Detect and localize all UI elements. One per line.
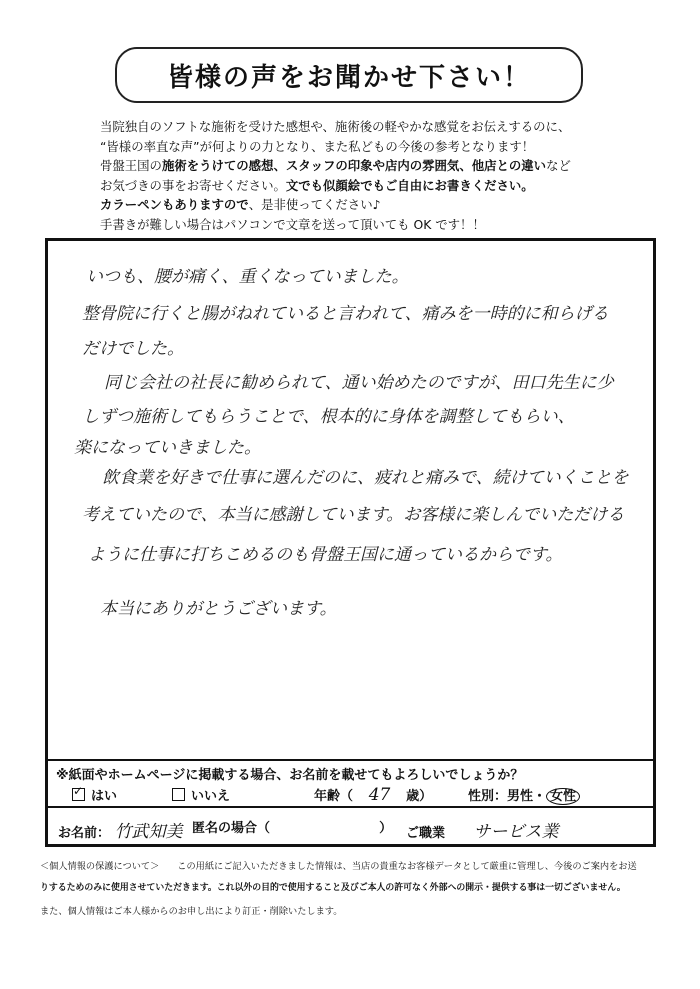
intro-line-5: [100, 195, 660, 215]
comment-line: 飲食業を好きで仕事に選んだのに、疲れと痛みで、続けていくことを: [102, 468, 629, 488]
intro-line-3a: 骨盤王国の: [100, 158, 162, 174]
comment-line: ように仕事に打ちこめるのも骨盤王国に通っているからです。: [88, 545, 563, 565]
age-value[interactable]: 47: [368, 785, 391, 805]
consent-no[interactable]: [172, 785, 230, 804]
comment-line: いつも、腰が痛く、重くなっていました。: [86, 267, 409, 287]
intro-line-3b: 施術をうけての感想、スタッフの印象や店内の雰囲気、他店との違い: [161, 158, 547, 174]
anon-close: ）: [379, 821, 393, 836]
intro-line-4b: 文でも似顔絵でもご自由にお書きください。: [285, 177, 534, 193]
intro-line-3: [100, 156, 660, 176]
intro-text: [100, 117, 660, 235]
consent-question: ※紙面やホームページに掲載する場合、お名前を載せてもよろしいでしょうか？: [56, 768, 524, 783]
name-value[interactable]: 竹武知美: [114, 822, 183, 842]
intro-line-4: [100, 176, 660, 196]
comment-line: 整骨院に行くと腸がねれていると言われて、痛みを一時的に和らげる: [82, 304, 609, 324]
gender-field: [468, 785, 580, 805]
age-suffix: 歳）: [406, 789, 433, 804]
divider: [48, 806, 653, 808]
comment-line: 考えていたので、本当に感謝しています。お客様に楽しんでいただける: [82, 505, 625, 525]
privacy-line-1: [40, 858, 637, 872]
intro-line-3c: など: [546, 158, 571, 174]
divider: [48, 759, 653, 761]
comment-line: 同じ会社の社長に勧められて、通い始めたのですが、田口先生に少: [104, 373, 614, 393]
privacy-line-3: また、個人情報はご本人様からのお申し出により訂正・削除いたします。: [40, 906, 343, 917]
title-box: [115, 47, 583, 103]
gender-selected[interactable]: 女性: [546, 788, 580, 805]
intro-line-6: 手書きが難しい場合はパソコンで文章を送って頂いても OK です！！: [100, 216, 485, 232]
job-field: [406, 817, 559, 842]
yes-label: はい: [91, 789, 118, 804]
anon-label: 匿名の場合（: [192, 821, 271, 836]
comment-line: だけでした。: [82, 339, 184, 359]
job-label: ご職業: [406, 826, 446, 841]
name-label: お名前：: [58, 826, 111, 841]
age-label: 年齢（: [314, 789, 354, 804]
intro-line-5b: 、是非使ってください♪: [248, 197, 381, 213]
job-value[interactable]: サービス業: [473, 822, 559, 842]
consent-yes[interactable]: [72, 785, 117, 804]
gender-label: 性別：男性・: [468, 789, 547, 804]
privacy-line-2: りするためのみに使用させていただきます。これ以外の目的で使用すること及びご本人の許可なく外部への開示・提供する事は一切ございません。: [40, 883, 626, 893]
age-field: [314, 785, 432, 805]
yes-checkbox[interactable]: [72, 788, 85, 801]
intro-line-2: “皆様の率直な声”が何よりの力となり、また私どもの今後の参考となります！: [100, 138, 535, 154]
intro-line-1: 当院独自のソフトな施術を受けた感想や、施術後の軽やかな感覚をお伝えするのに、: [100, 119, 571, 134]
comment-line: 本当にありがとうございます。: [100, 599, 337, 619]
privacy-heading: ＜個人情報の保護について＞: [40, 861, 160, 872]
comment-line: 楽になっていきました。: [74, 438, 261, 458]
page-title: 皆様の声をお聞かせ下さい！: [166, 62, 531, 93]
intro-line-4a: お気づきの事をお寄せください。: [100, 177, 286, 193]
no-label: いいえ: [191, 789, 231, 804]
intro-line-5a: カラーペンもありますので: [100, 197, 249, 213]
anon-field: [192, 817, 392, 836]
no-checkbox[interactable]: [172, 788, 185, 801]
comment-line: しずつ施術してもらうことで、根本的に身体を調整してもらい、: [82, 407, 575, 427]
name-field: [58, 817, 183, 842]
privacy-text-1: この用紙にご記入いただきました情報は、当店の貴重なお客様データとして厳重に管理し、今後のご案内をお送: [177, 861, 637, 872]
